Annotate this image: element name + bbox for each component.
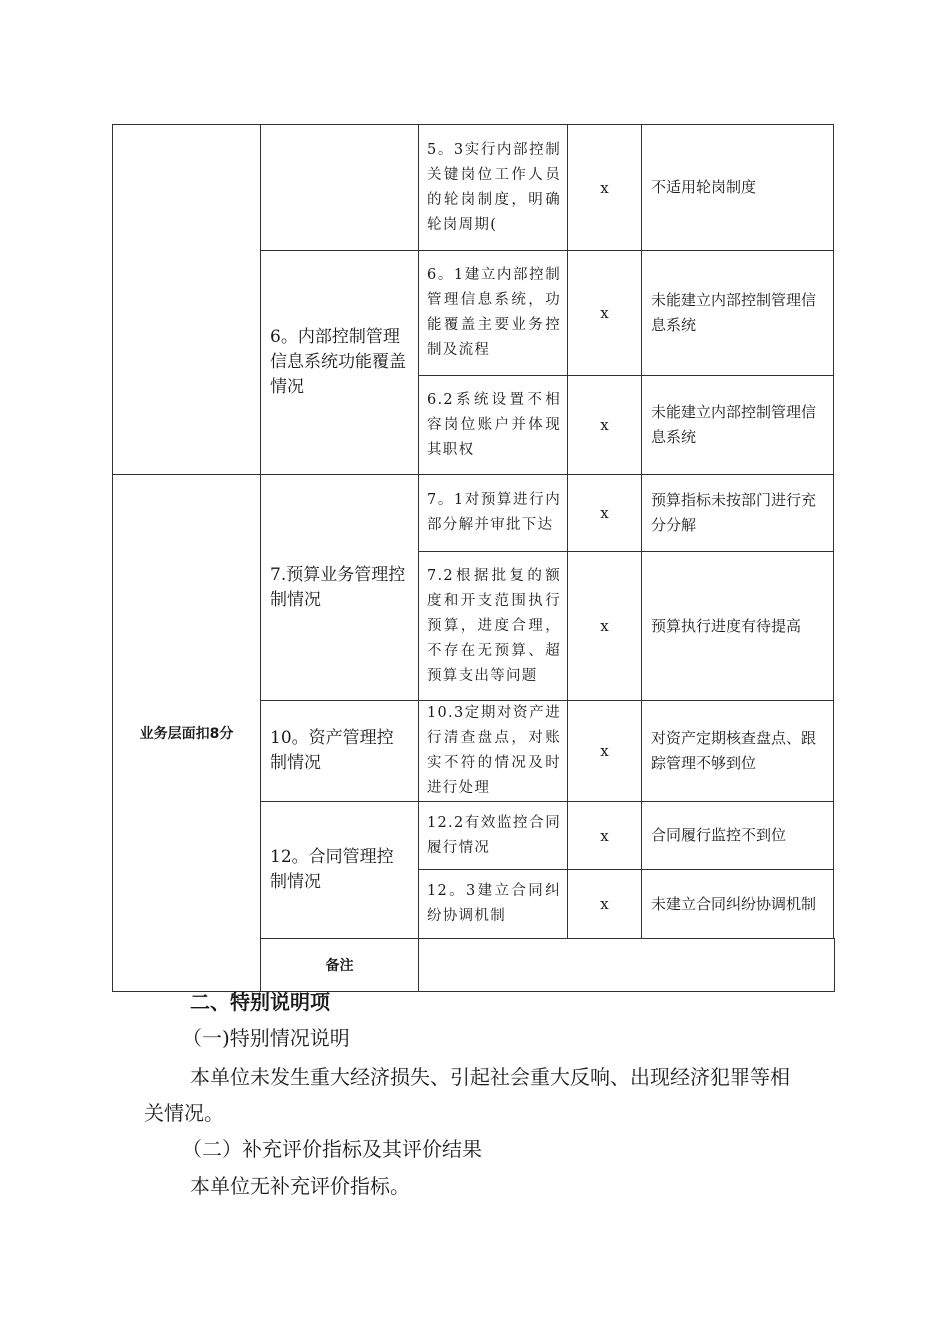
sub-indicator-6-2: 6.2系统设置不相容岗位账户并体现其职权	[419, 376, 568, 475]
deduction-reason: 未能建立内部控制管理信息系统	[642, 376, 834, 475]
deduction-reason: 合同履行监控不到位	[642, 802, 834, 870]
section-heading: 二、特别说明项	[190, 990, 330, 1014]
sub-indicator-7-2: 7.2根据批复的额度和开支范围执行预算，进度合理，不存在无预算、超预算支出等问题	[419, 552, 568, 701]
deduction-mark: x	[568, 475, 642, 552]
remarks-value	[419, 939, 835, 992]
remarks-label: 备注	[261, 939, 419, 992]
deduction-mark: x	[568, 251, 642, 376]
deduction-reason: 预算指标未按部门进行充分分解	[642, 475, 834, 552]
deduction-reason: 对资产定期核查盘点、跟踪管理不够到位	[642, 701, 834, 802]
paragraph-1-line-2: 关情况。	[144, 1101, 224, 1125]
subsection-heading-1: （一)特别情况说明	[182, 1026, 350, 1050]
indicator-12: 12。合同管理控制情况	[261, 802, 419, 939]
indicator-7: 7.预算业务管理控制情况	[261, 475, 419, 701]
sub-indicator-7-1: 7。1对预算进行内部分解并审批下达	[419, 475, 568, 552]
deduction-mark: x	[568, 802, 642, 870]
category-cell-empty	[113, 125, 261, 475]
indicator-10: 10。资产管理控制情况	[261, 701, 419, 802]
deduction-mark: x	[568, 552, 642, 701]
table-row	[113, 125, 835, 251]
deduction-mark: x	[568, 376, 642, 475]
sub-indicator-12-3: 12。3建立合同纠纷协调机制	[419, 870, 568, 939]
category-business-level: 业务层面扣8分	[113, 475, 261, 992]
evaluation-table	[112, 124, 835, 992]
deduction-reason: 未建立合同纠纷协调机制	[642, 870, 834, 939]
deduction-mark: x	[568, 701, 642, 802]
deduction-mark: x	[568, 870, 642, 939]
sub-indicator-5-3: 5。3实行内部控制关键岗位工作人员的轮岗制度，明确轮岗周期(	[419, 125, 568, 251]
sub-indicator-12-2: 12.2有效监控合同履行情况	[419, 802, 568, 870]
paragraph-2: 本单位无补充评价指标。	[190, 1174, 410, 1198]
indicator-cell-empty	[261, 125, 419, 251]
deduction-mark: x	[568, 125, 642, 251]
indicator-6: 6。内部控制管理信息系统功能覆盖情况	[261, 251, 419, 475]
sub-indicator-6-1: 6。1建立内部控制管理信息系统，功能覆盖主要业务控制及流程	[419, 251, 568, 376]
paragraph-1-line-1: 本单位未发生重大经济损失、引起社会重大反响、出现经济犯罪等相	[190, 1065, 790, 1089]
deduction-reason: 预算执行进度有待提高	[642, 552, 834, 701]
subsection-heading-2: （二）补充评价指标及其评价结果	[182, 1137, 482, 1161]
table-row	[113, 475, 835, 552]
deduction-reason: 未能建立内部控制管理信息系统	[642, 251, 834, 376]
deduction-reason: 不适用轮岗制度	[642, 125, 834, 251]
sub-indicator-10-3: 10.3定期对资产进行清查盘点，对账实不符的情况及时进行处理	[419, 701, 568, 802]
